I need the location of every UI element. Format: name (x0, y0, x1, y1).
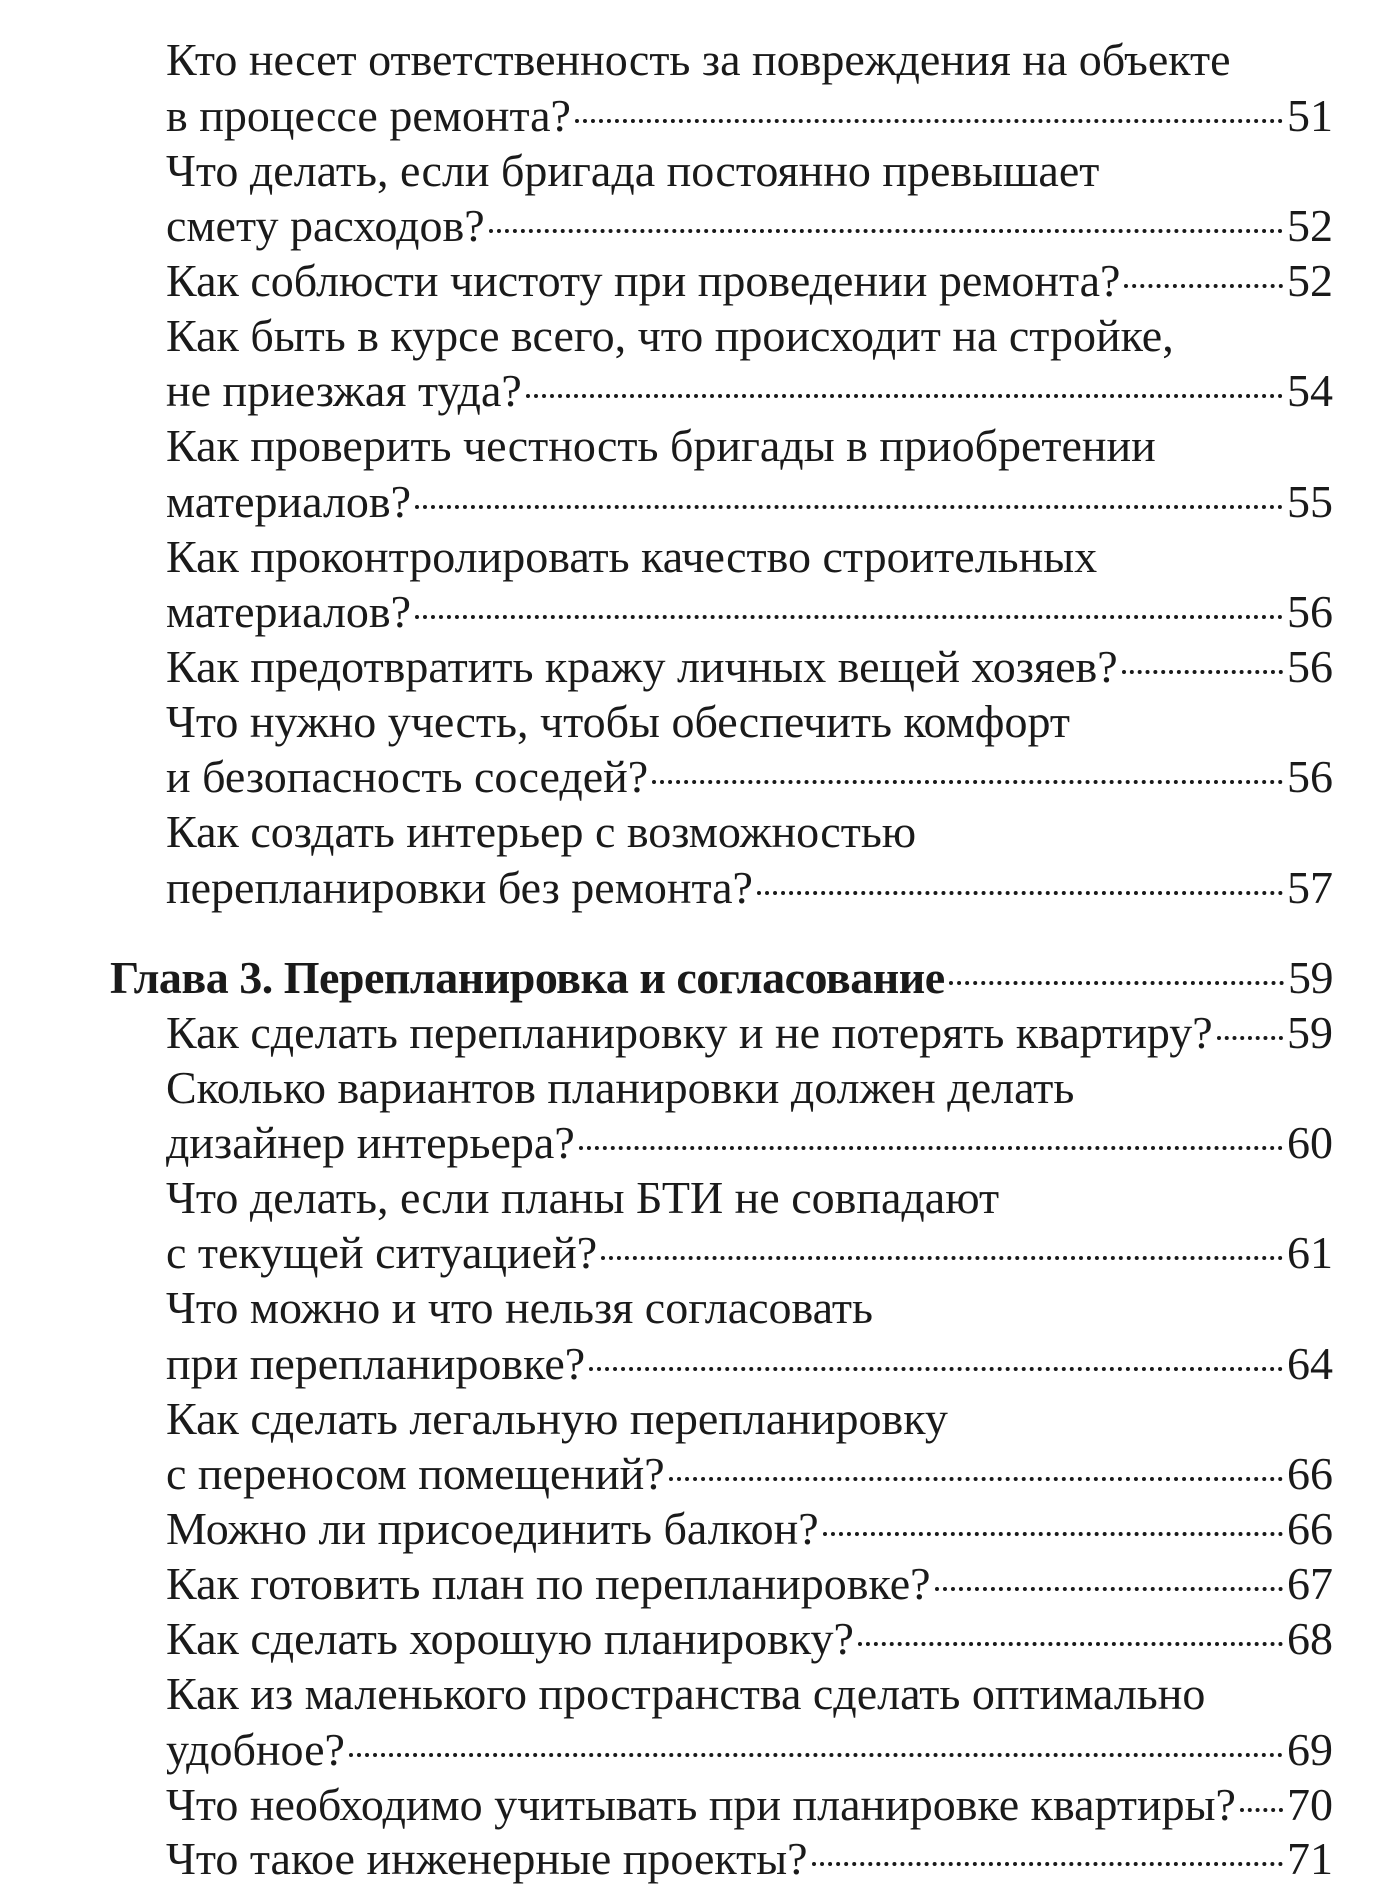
toc-entry (166, 582, 1333, 642)
dot-leader (349, 1753, 1283, 1757)
toc-entry (166, 637, 1333, 697)
toc-page-number: 56 (1287, 751, 1333, 802)
toc-entry-text: материалов? (166, 586, 412, 637)
toc-entry (166, 196, 1333, 256)
toc-entry (166, 692, 1333, 752)
toc-entry-text: с текущей ситуацией? (166, 1227, 598, 1278)
toc-entry-text: не приезжая туда? (166, 365, 522, 416)
toc-entry-text: Кто несет ответственность за повреждения на объекте (166, 34, 1231, 85)
toc-entry (166, 30, 1333, 90)
toc-entry (166, 1554, 1333, 1614)
toc-entry (166, 472, 1333, 532)
toc-entry-text: в процессе ремонта? (166, 90, 571, 141)
chapter-title: Глава 3. Перепланировка и согласование (110, 952, 945, 1003)
toc-entry-text: Как быть в курсе всего, что происходит на стройке, (166, 310, 1174, 361)
toc-entry-text: Как создать интерьер с возможностью (166, 806, 917, 857)
toc-page-number: 59 (1288, 952, 1333, 1003)
toc-entry-text: Как из маленького пространства сделать оптимально (166, 1668, 1206, 1719)
dot-leader (669, 1477, 1283, 1481)
toc-entry-text: Как соблюсти чистоту при проведении ремонта? (166, 255, 1121, 306)
toc-entry (166, 1389, 1333, 1449)
toc-entry (166, 1223, 1333, 1283)
toc-entry (166, 527, 1333, 587)
toc-entry (166, 1609, 1333, 1669)
toc-entry (166, 86, 1333, 146)
toc-entry-text: перепланировки без ремонта? (166, 862, 753, 913)
toc-entry-text: Как проверить честность бригады в приобретении (166, 420, 1156, 471)
toc-entry (166, 1720, 1333, 1780)
toc-entry (166, 1168, 1333, 1228)
dot-leader (652, 780, 1283, 784)
toc-page-number: 60 (1287, 1117, 1333, 1168)
toc-entry-text: Что делать, если бригада постоянно превышает (166, 145, 1100, 196)
toc-entry-text: и безопасность соседей? (166, 751, 649, 802)
toc-entry-text: Как сделать хорошую планировку? (166, 1613, 854, 1664)
toc-entry-text: при перепланировке? (166, 1338, 586, 1389)
dot-leader (812, 1862, 1283, 1866)
toc-entry-text: Как предотвратить кражу личных вещей хозяев? (166, 641, 1118, 692)
dot-leader (858, 1642, 1283, 1646)
toc-entry-text: Как сделать перепланировку и не потерять квартиру? (166, 1007, 1213, 1058)
toc-entry (166, 1334, 1333, 1394)
toc-entry (166, 802, 1333, 862)
dot-leader (579, 1146, 1283, 1150)
toc-entry-text: Сколько вариантов планировки должен делать (166, 1062, 1075, 1113)
toc-entry-text: Что можно и что нельзя согласовать (166, 1282, 873, 1333)
toc-entry (166, 858, 1333, 918)
dot-leader (601, 1256, 1283, 1260)
dot-leader (1240, 1808, 1283, 1812)
toc-entry (166, 361, 1333, 421)
toc-entry (166, 1499, 1333, 1559)
toc-page-number: 51 (1287, 90, 1333, 141)
dot-leader (935, 1587, 1283, 1591)
dot-leader (589, 1367, 1283, 1371)
toc-entry (166, 251, 1333, 311)
toc-entry (166, 747, 1333, 807)
toc-page-number: 69 (1287, 1724, 1333, 1775)
dot-leader (1122, 670, 1283, 674)
toc-page-number: 61 (1287, 1227, 1333, 1278)
toc-entry (166, 1775, 1333, 1835)
toc-page-number: 55 (1287, 476, 1333, 527)
toc-entry-text: Можно ли присоединить балкон? (166, 1503, 819, 1554)
toc-entry (166, 1113, 1333, 1173)
toc-page-number: 56 (1287, 641, 1333, 692)
toc-entry (166, 1278, 1333, 1338)
toc-page-number: 71 (1287, 1833, 1333, 1884)
toc-page-number: 52 (1287, 200, 1333, 251)
toc-page-number: 52 (1287, 255, 1333, 306)
dot-leader (415, 505, 1283, 509)
dot-leader (575, 119, 1283, 123)
toc-entry (166, 1829, 1333, 1889)
toc-entry (166, 306, 1333, 366)
toc-entry-text: дизайнер интерьера? (166, 1117, 575, 1168)
toc-entry (166, 1664, 1333, 1724)
toc-entry-text: Что нужно учесть, чтобы обеспечить комфорт (166, 696, 1070, 747)
dot-leader (1217, 1036, 1283, 1040)
toc-entry-text: Как проконтролировать качество строительных (166, 531, 1098, 582)
toc-entry-text: Как сделать легальную перепланировку (166, 1393, 948, 1444)
toc-page-number: 66 (1287, 1503, 1333, 1554)
toc-entry (166, 141, 1333, 201)
toc-entry-text: Что делать, если планы БТИ не совпадают (166, 1172, 1000, 1223)
toc-page-number: 54 (1287, 365, 1333, 416)
toc-page-number: 68 (1287, 1613, 1333, 1664)
dot-leader (1124, 284, 1283, 288)
toc-entry (166, 416, 1333, 476)
toc-entry-text: удобное? (166, 1724, 345, 1775)
dot-leader (526, 394, 1283, 398)
toc-entry-text: Как готовить план по перепланировке? (166, 1558, 931, 1609)
toc-chapter-heading (110, 948, 1333, 1008)
dot-leader (949, 981, 1284, 985)
toc-entry-text: Что такое инженерные проекты? (166, 1833, 808, 1884)
toc-entry-text: Что необходимо учитывать при планировке квартиры? (166, 1779, 1236, 1830)
toc-entry (166, 1058, 1333, 1118)
toc-page-number: 64 (1287, 1338, 1333, 1389)
dot-leader (757, 891, 1283, 895)
toc-entry-text: материалов? (166, 476, 412, 527)
dot-leader (415, 615, 1283, 619)
toc-entry-text: с переносом помещений? (166, 1448, 665, 1499)
dot-leader (823, 1532, 1283, 1536)
toc-page-number: 66 (1287, 1448, 1333, 1499)
toc-page-number: 70 (1287, 1779, 1333, 1830)
toc-entry (166, 1444, 1333, 1504)
toc-page-number: 67 (1287, 1558, 1333, 1609)
toc-page-number: 59 (1287, 1007, 1333, 1058)
toc-page-number: 57 (1287, 862, 1333, 913)
toc-page-number: 56 (1287, 586, 1333, 637)
toc-entry-text: смету расходов? (166, 200, 485, 251)
dot-leader (489, 229, 1283, 233)
toc-entry (166, 1003, 1333, 1063)
